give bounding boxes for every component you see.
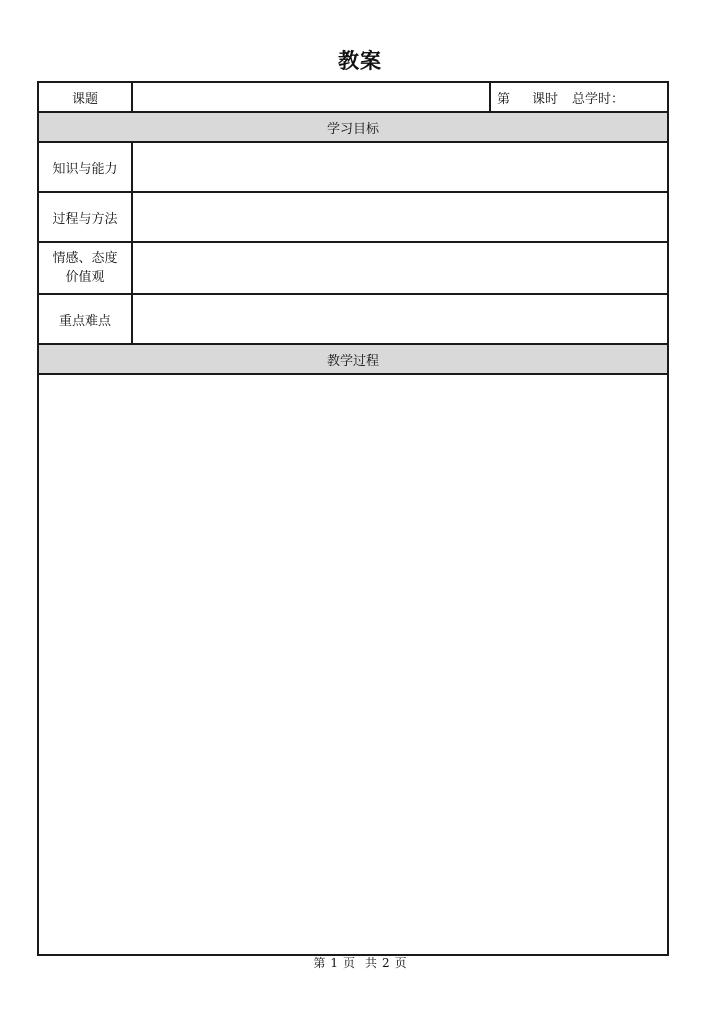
process-body-row [38, 374, 668, 955]
objective-input-emotion[interactable] [132, 242, 668, 294]
period-cell[interactable] [490, 82, 668, 112]
objective-label-process: 过程与方法 [38, 192, 132, 242]
topic-label: 课题 [38, 82, 132, 112]
page-footer [0, 955, 720, 971]
objective-row-keypoints [38, 294, 668, 344]
process-input-area[interactable] [38, 374, 668, 955]
footer-total-unit: 页 [394, 956, 407, 970]
objective-label-emotion [38, 242, 132, 294]
footer-page-unit: 页 [342, 956, 355, 970]
objective-label-knowledge: 知识与能力 [38, 142, 132, 192]
process-header: 教学过程 [38, 344, 668, 374]
objective-input-process[interactable] [132, 192, 668, 242]
footer-page-prefix: 第 [313, 956, 326, 970]
objective-label-emotion-line2: 价值观 [65, 270, 105, 285]
lesson-plan-table [37, 81, 669, 956]
objectives-header-row [38, 112, 668, 142]
period-prefix: 第 [497, 91, 511, 107]
objective-input-knowledge[interactable] [132, 142, 668, 192]
footer-page-total: 2 [382, 956, 390, 970]
objective-row-knowledge [38, 142, 668, 192]
topic-row [38, 82, 668, 112]
objective-row-emotion [38, 242, 668, 294]
total-hours-label: 总学时： [572, 91, 625, 107]
page-title: 教案 [338, 49, 382, 73]
objective-label-keypoints: 重点难点 [38, 294, 132, 344]
footer-total-prefix: 共 [365, 956, 378, 970]
objective-label-emotion-line1: 情感、态度 [52, 251, 118, 266]
period-unit: 课时 [532, 91, 559, 107]
topic-input-cell[interactable] [132, 82, 490, 112]
objective-row-process [38, 192, 668, 242]
objective-input-keypoints[interactable] [132, 294, 668, 344]
footer-page-current: 1 [330, 956, 338, 970]
objectives-header: 学习目标 [38, 112, 668, 142]
process-header-row [38, 344, 668, 374]
